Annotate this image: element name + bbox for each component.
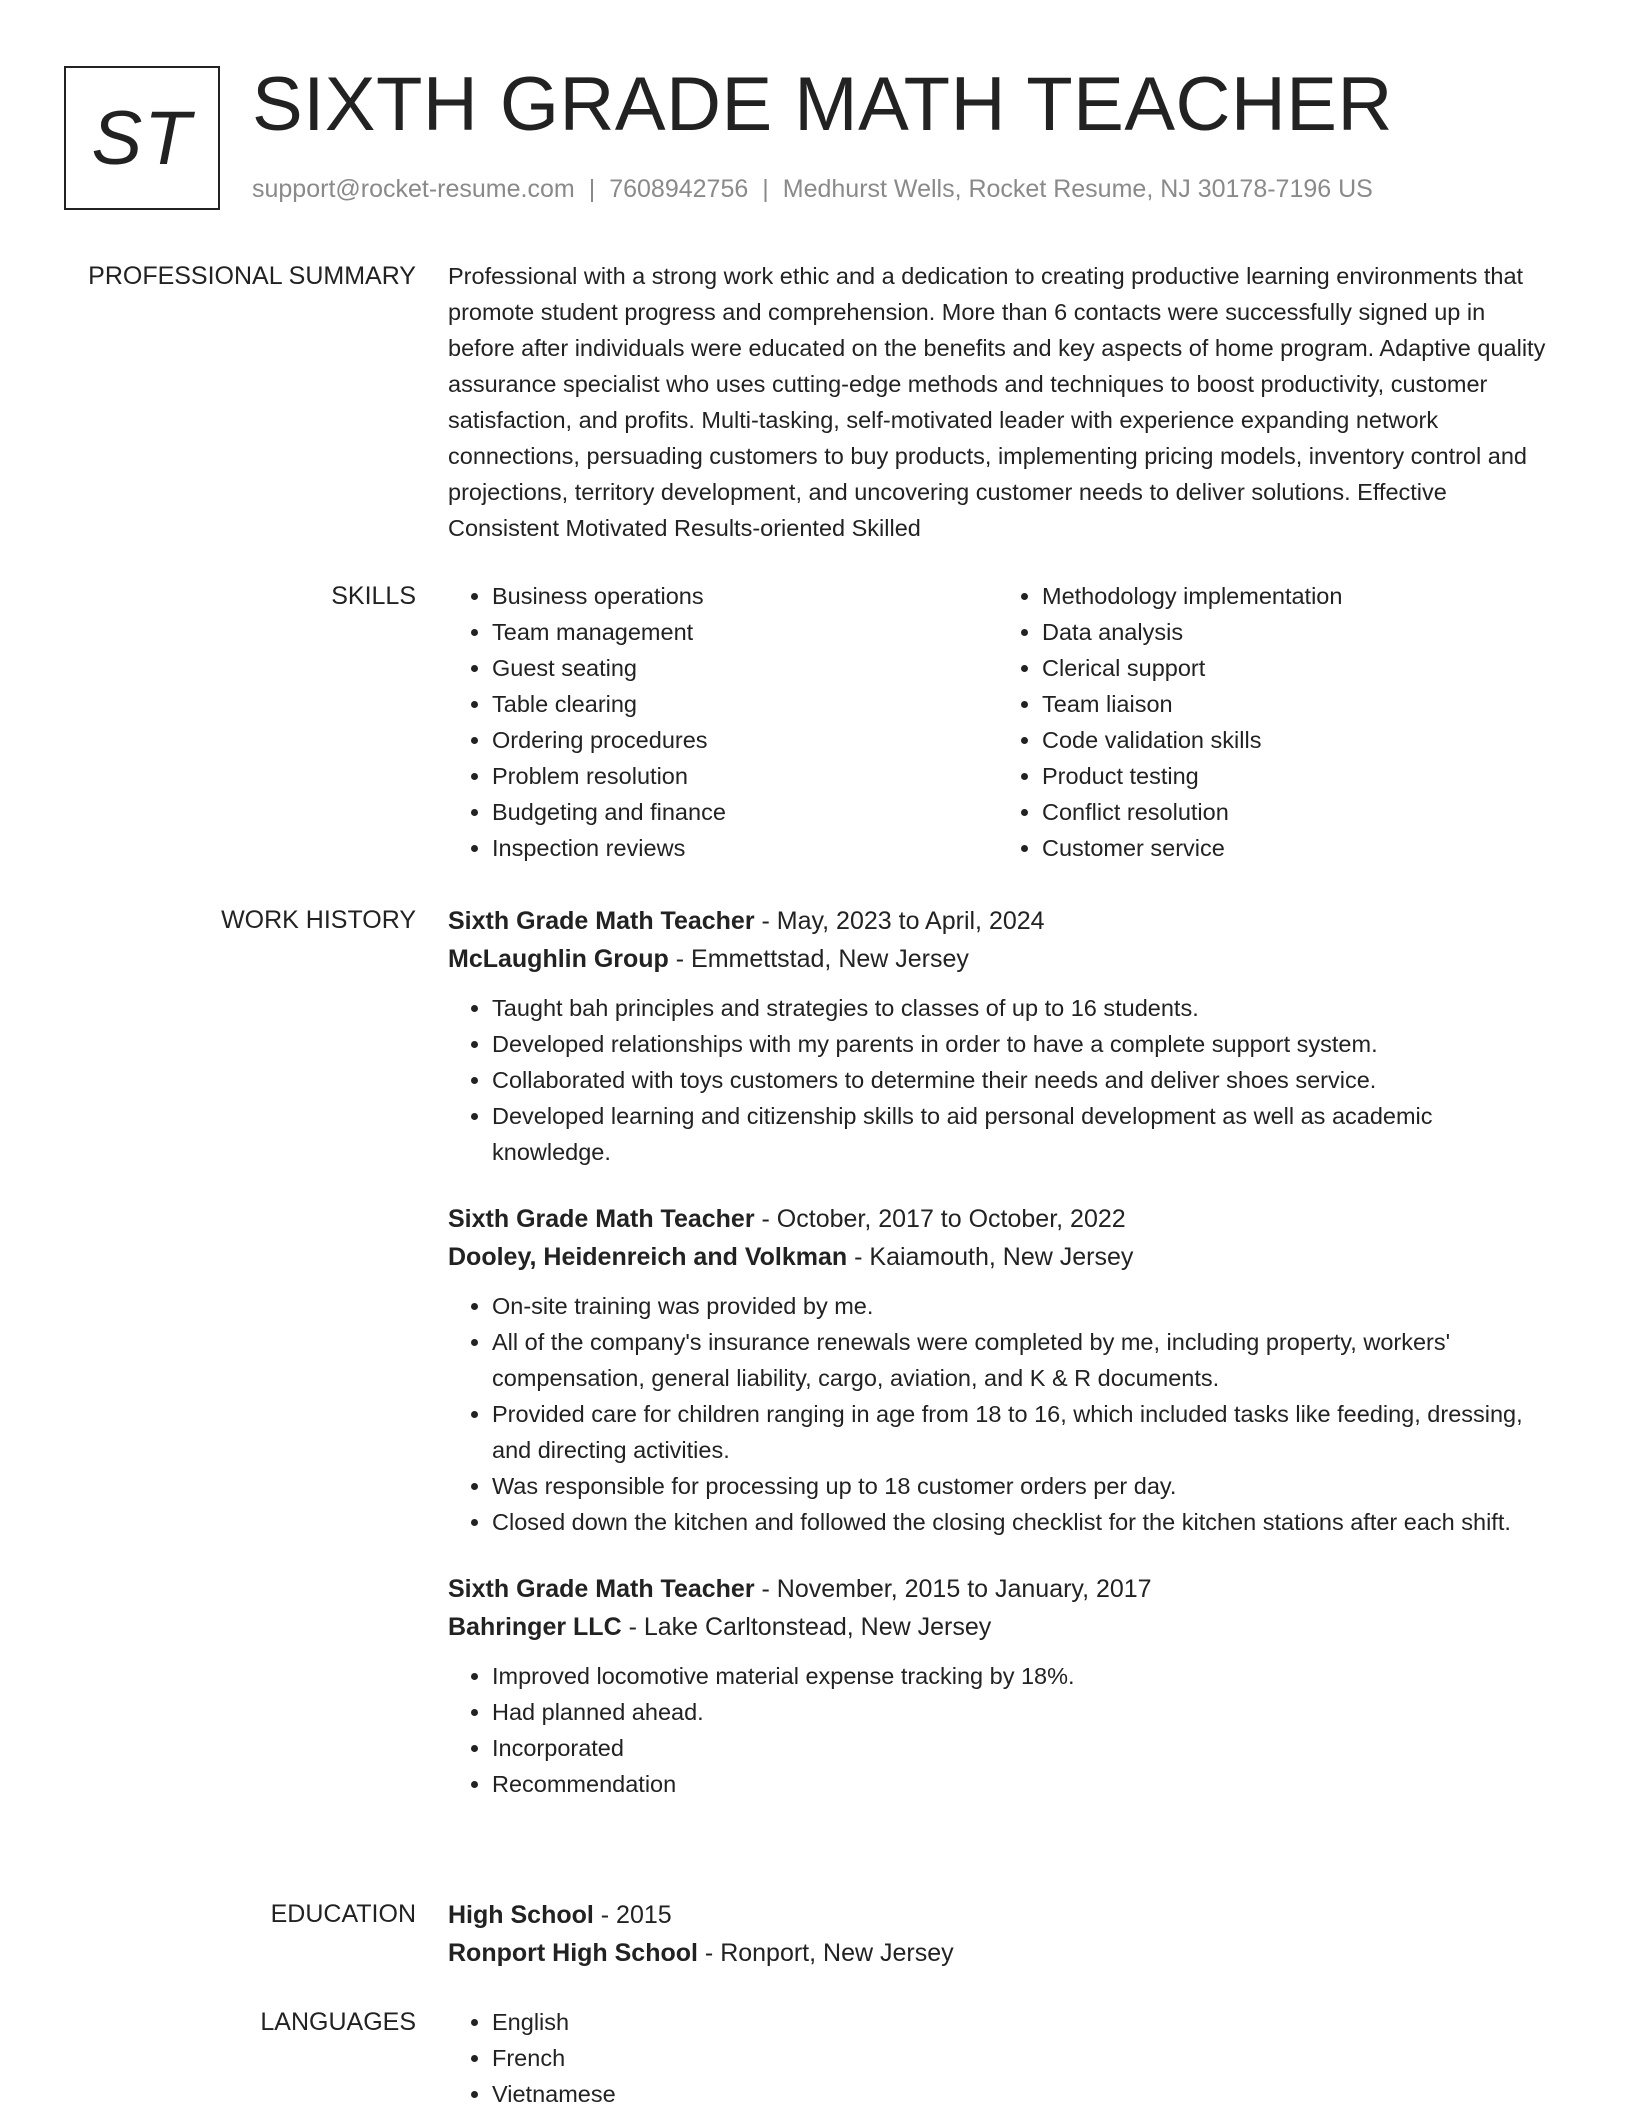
contact-phone[interactable]: 7608942756 — [609, 175, 749, 203]
skill-item: • Inspection reviews — [492, 830, 998, 866]
skill-item: • Business operations — [492, 578, 998, 614]
skill-item: • Customer service — [1042, 830, 1548, 866]
job-duty: • Taught bah principles and strategies to classes of up to 16 students. — [492, 990, 1548, 1026]
skills-list-right — [998, 578, 1548, 866]
job-duty: • Had planned ahead. — [492, 1694, 1548, 1730]
skill-item: • Methodology implementation — [1042, 578, 1548, 614]
job-duty: • Was responsible for processing up to 18 customer orders per day. — [492, 1468, 1548, 1504]
job-duty: • Improved locomotive material expense tracking by 18%. — [492, 1658, 1548, 1694]
job-entry — [448, 1200, 1548, 1540]
job-company: Bahringer LLC — [448, 1613, 622, 1641]
contact-line — [252, 173, 1373, 205]
job-duty: • Incorporated — [492, 1730, 1548, 1766]
contact-separator: | — [588, 175, 596, 203]
job-entry — [448, 1570, 1548, 1802]
education-degree: High School — [448, 1901, 594, 1929]
job-duty: • On-site training was provided by me. — [492, 1288, 1548, 1324]
skill-item: • Team management — [492, 614, 998, 650]
job-location: Kaiamouth, New Jersey — [869, 1243, 1134, 1271]
job-title: Sixth Grade Math Teacher — [448, 907, 755, 935]
languages-body — [448, 2004, 1548, 2112]
language-item: • English — [492, 2004, 1548, 2040]
skill-item: • Guest seating — [492, 650, 998, 686]
summary-text: Professional with a strong work ethic and a dedication to creating productive learning environments that promote student progress and comprehension. More than 6 contacts were successfully signed up in before after individuals were educated on the benefits and key aspects of home program. Adaptive quality assurance specialist who uses cutting-edge methods and techniques to boost productivity, customer satisfaction, and profits. Multi-tasking, self-motivated leader with experience expanding network connections, persuading customers to buy products, implementing pricing models, inventory control and projections, territory development, and uncovering customer needs to deliver solutions. Effective Consistent Motivated Results-oriented Skilled — [448, 263, 1546, 541]
skill-item: • Problem resolution — [492, 758, 998, 794]
job-duties — [448, 1288, 1548, 1540]
skill-item: • Code validation skills — [1042, 722, 1548, 758]
languages-label: LANGUAGES — [260, 2008, 416, 2036]
summary-label: PROFESSIONAL SUMMARY — [88, 262, 416, 290]
job-duty: • Developed learning and citizenship skills to aid personal development as well as academic knowledge. — [492, 1098, 1548, 1170]
education-label: EDUCATION — [270, 1900, 416, 1928]
job-title-line: Sixth Grade Math Teacher - May, 2023 to April, 2024 — [448, 907, 1045, 935]
job-duty: • Developed relationships with my parents in order to have a complete support system. — [492, 1026, 1548, 1062]
job-company: McLaughlin Group — [448, 945, 669, 973]
education-school: Ronport High School — [448, 1939, 698, 1967]
job-location: Lake Carltonstead, New Jersey — [643, 1613, 992, 1641]
monogram-badge: ST — [64, 66, 220, 210]
skill-item: • Conflict resolution — [1042, 794, 1548, 830]
skills-label: SKILLS — [331, 582, 416, 610]
job-duty: • Provided care for children ranging in age from 18 to 16, which included tasks like feeding, dressing, and directing activities. — [492, 1396, 1548, 1468]
education-degree-line: High School - 2015 — [448, 1901, 672, 1929]
job-title: Sixth Grade Math Teacher — [448, 1575, 755, 1603]
job-duty: • Collaborated with toys customers to determine their needs and deliver shoes service. — [492, 1062, 1548, 1098]
skill-item: • Product testing — [1042, 758, 1548, 794]
job-entry — [448, 902, 1548, 1170]
job-company-line: Dooley, Heidenreich and Volkman - Kaiamouth, New Jersey — [448, 1243, 1134, 1271]
skill-item: • Clerical support — [1042, 650, 1548, 686]
languages-list — [448, 2004, 1548, 2112]
resume-header — [64, 62, 1584, 216]
education-school-line: Ronport High School - Ronport, New Jersey — [448, 1939, 954, 1967]
job-title-line: Sixth Grade Math Teacher - October, 2017 to October, 2022 — [448, 1205, 1126, 1233]
language-item: • Vietnamese — [492, 2076, 1548, 2112]
skill-item: • Table clearing — [492, 686, 998, 722]
skills-list-left — [448, 578, 998, 866]
job-title-line: Sixth Grade Math Teacher - November, 2015 to January, 2017 — [448, 1575, 1152, 1603]
skill-item: • Budgeting and finance — [492, 794, 998, 830]
job-title: Sixth Grade Math Teacher — [448, 1205, 755, 1233]
job-company-line: Bahringer LLC - Lake Carltonstead, New Jersey — [448, 1613, 992, 1641]
resume-title: SIXTH GRADE MATH TEACHER — [252, 62, 1393, 147]
education-year: 2015 — [616, 1901, 672, 1929]
job-duty: • Recommendation — [492, 1766, 1548, 1802]
job-company: Dooley, Heidenreich and Volkman — [448, 1243, 848, 1271]
work-history-body — [448, 902, 1548, 1832]
job-duties — [448, 990, 1548, 1170]
work-history-label: WORK HISTORY — [221, 906, 416, 934]
education-body — [448, 1896, 1548, 1972]
job-company-line: McLaughlin Group - Emmettstad, New Jersey — [448, 945, 969, 973]
job-location: Emmettstad, New Jersey — [691, 945, 969, 973]
skill-item: • Data analysis — [1042, 614, 1548, 650]
skill-item: • Ordering procedures — [492, 722, 998, 758]
contact-email[interactable]: support@rocket-resume.com — [252, 175, 575, 203]
education-location: Ronport, New Jersey — [720, 1939, 954, 1967]
language-item: • French — [492, 2040, 1548, 2076]
job-duty: • All of the company's insurance renewals were completed by me, including property, workers' compensation, general liability, cargo, aviation, and K & R documents. — [492, 1324, 1548, 1396]
job-duties — [448, 1658, 1548, 1802]
job-dates: May, 2023 to April, 2024 — [776, 907, 1045, 935]
job-dates: November, 2015 to January, 2017 — [776, 1575, 1152, 1603]
job-dates: October, 2017 to October, 2022 — [776, 1205, 1126, 1233]
contact-separator: | — [762, 175, 769, 203]
skill-item: • Team liaison — [1042, 686, 1548, 722]
summary-body — [448, 258, 1548, 546]
skills-body — [448, 578, 1548, 866]
job-duty: • Closed down the kitchen and followed the closing checklist for the kitchen stations after each shift. — [492, 1504, 1548, 1540]
contact-address: Medhurst Wells, Rocket Resume, NJ 30178-7196 US — [782, 175, 1373, 203]
